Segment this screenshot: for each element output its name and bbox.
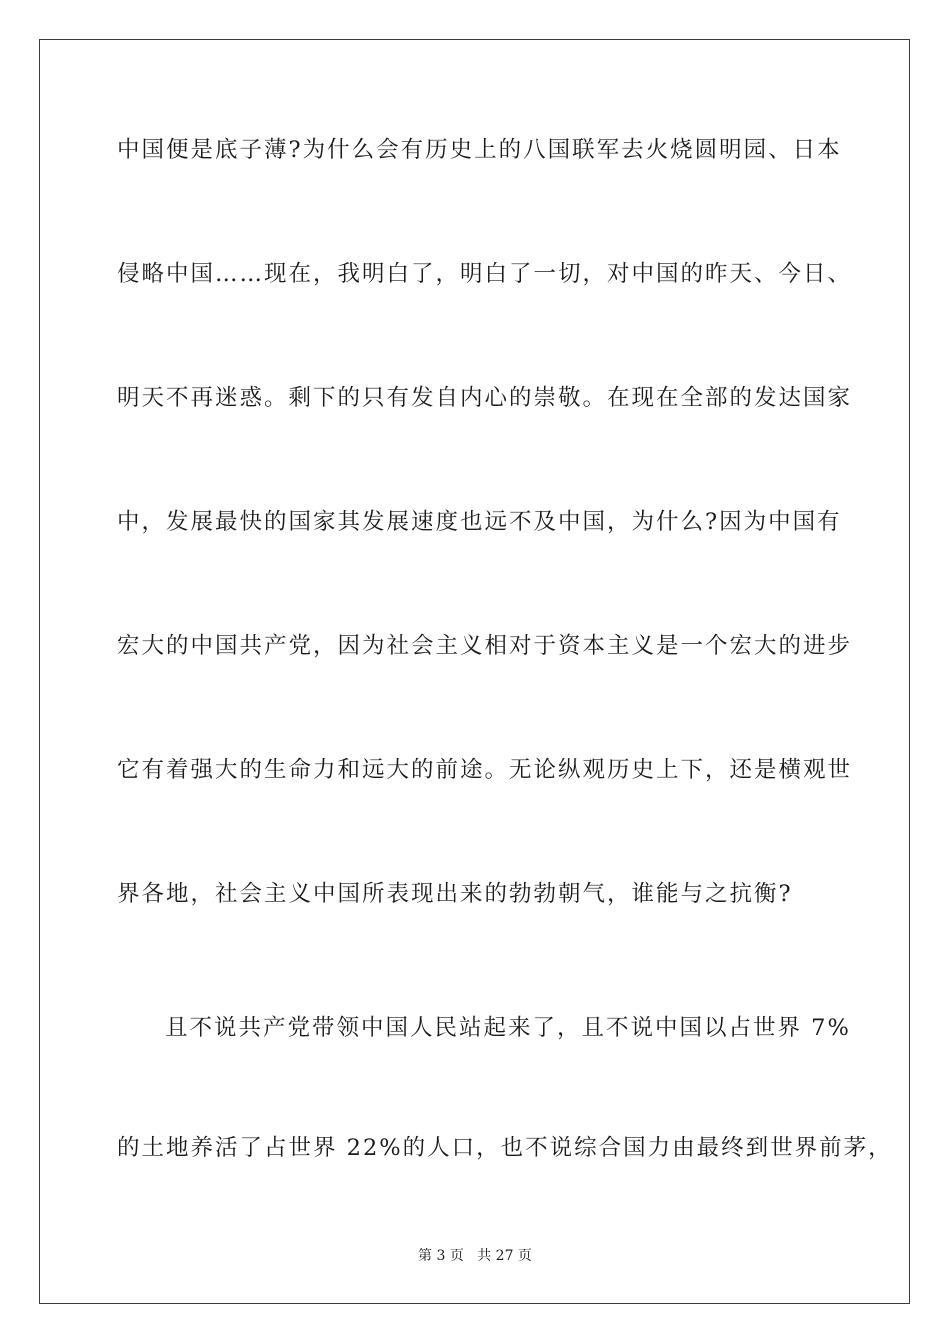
body-text-line: 侵略中国……现在，我明白了，明白了一切，对中国的昨天、今日、 <box>117 261 853 287</box>
body-text-line: 中国便是底子薄?为什么会有历史上的八国联军去火烧圆明园、日本 <box>117 137 842 163</box>
body-text-line: 界各地，社会主义中国所表现出来的勃勃朝气，谁能与之抗衡? <box>117 881 793 907</box>
page-frame <box>39 39 910 1304</box>
body-text-line: 中，发展最快的国家其发展速度也远不及中国，为什么?因为中国有 <box>117 509 842 535</box>
body-text-line: 它有着强大的生命力和远大的前途。无论纵观历史上下，还是横观世 <box>117 757 853 783</box>
total-pages: 共 27 页 <box>477 1248 532 1264</box>
page-number: 第 3 页 <box>418 1248 464 1264</box>
paragraph-start-line: 且不说共产党带领中国人民站起来了，且不说中国以占世界 7% <box>165 1015 851 1041</box>
body-text-line: 明天不再迷惑。剩下的只有发自内心的崇敬。在现在全部的发达国家 <box>117 385 853 411</box>
footer-spacer <box>464 1248 477 1264</box>
body-text-line: 宏大的中国共产党，因为社会主义相对于资本主义是一个宏大的进步 <box>117 633 853 659</box>
body-text-line: 的土地养活了占世界 22%的人口，也不说综合国力由最终到世界前茅， <box>117 1135 893 1161</box>
page-footer <box>0 1246 950 1266</box>
